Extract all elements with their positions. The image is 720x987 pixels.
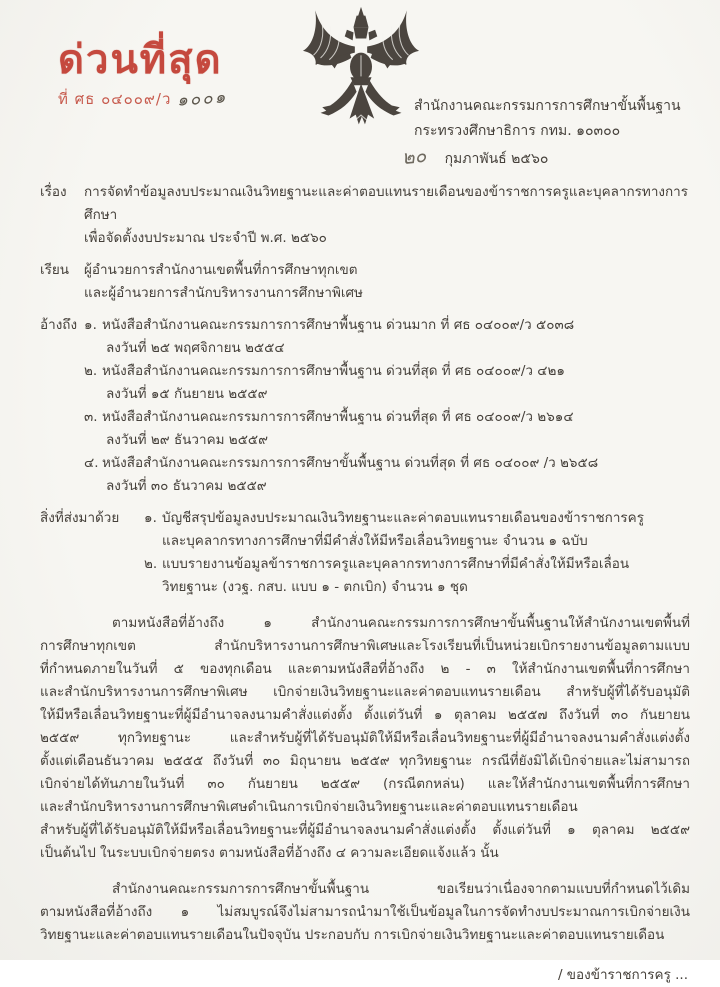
subject-line-1: การจัดทำข้อมูลงบประมาณเงินวิทยฐานะและค่าตอบแทนรายเดือนของข้าราชการครูและบุคลากรทางการศึกษา (84, 184, 689, 223)
body-line: ให้มีหรือเลื่อนวิทยฐานะที่ผู้มีอำนาจลงนามคำสั่งแต่งตั้ง ตั้งแต่วันที่ ๑ ตุลาคม ๒๕๕๗ ถึงวันที่ ๓๐ กันยายน (40, 707, 690, 723)
body-line: ตามหนังสือที่อ้างถึง ๑ ไม่สมบูรณ์จึงไม่สามารถนำมาใช้เป็นข้อมูลในการจัดทำงบประมาณการเบิกจ่ายเงิน (40, 904, 690, 920)
agency-name: สำนักงานคณะกรรมการการศึกษาขั้นพื้นฐาน (414, 98, 681, 114)
document-number-handwritten: ๑๐๐๑ (176, 87, 229, 111)
agency-address: กระทรวงศึกษาธิการ กทม. ๑๐๓๐๐ (414, 123, 621, 139)
reference-date: ลงวันที่ ๒๙ ธันวาคม ๒๕๕๙ (106, 432, 269, 448)
body-paragraph-2 (40, 878, 690, 947)
recipient-line-2: และผู้อำนวยการสำนักบริหารงานการศึกษาพิเศษ (84, 285, 363, 301)
urgency-stamp (58, 38, 228, 111)
enclosure-text-cont: และบุคลากรทางการศึกษาที่มีคำสั่งให้มีหรือเลื่อนวิทยฐานะ จำนวน ๑ ฉบับ (162, 533, 588, 549)
body-line: ที่กำหนดภายในวันที่ ๕ ของทุกเดือน และตามหนังสือที่อ้างถึง ๒ - ๓ ให้สำนักงานเขตพื้นที่การศึกษา (40, 661, 690, 677)
reference-item (84, 360, 690, 383)
body-line: และสำนักบริหารงานการศึกษาพิเศษ เบิกจ่ายเงินวิทยฐานะและค่าตอบแทนรายเดือน สำหรับผู้ที่ได้รับอนุมัติ (40, 684, 690, 700)
body-line: ๒๕๕๙ ทุกวิทยฐานะ และสำหรับผู้ที่ได้รับอนุมัติให้มีหรือเลื่อนวิทยฐานะที่ผู้มีอำนาจลงนามคำสั่งแต่งตั้ง (40, 730, 690, 746)
recipient-label: เรียน (40, 262, 70, 278)
enclosure-item (144, 553, 690, 576)
reference-number: ๑. (84, 317, 97, 333)
document-number (58, 88, 228, 111)
body-line: สำหรับผู้ที่ได้รับอนุมัติให้มีหรือเลื่อนวิทยฐานะที่ผู้มีอำนาจลงนามคำสั่งแต่งตั้ง ตั้งแต่วันที่ ๑ ตุลาคม ๒๕๕๙ (40, 822, 690, 838)
body-line: ตามหนังสือที่อ้างถึง ๑ สำนักงานคณะกรรมการการศึกษาขั้นพื้นฐานให้สำนักงานเขตพื้นที่ (112, 615, 690, 631)
reference-text: หนังสือสำนักงานคณะกรรมการการศึกษาพื้นฐาน ด่วนมาก ที่ ศธ ๐๔๐๐๙/ว ๕๐๓๘ (102, 317, 575, 333)
urgency-stamp-text: ด่วนที่สุด (58, 37, 223, 83)
body-line: ตั้งแต่เดือนธันวาคม ๒๕๕๕ ถึงวันที่ ๓๐ มิถุนายน ๒๕๕๙ ทุกวิทยฐานะ กรณีที่ยังมิได้เบิกจ่ายและไม่สามารถ (40, 753, 690, 769)
reference-item (84, 452, 690, 475)
continuation-marker: / ของข้าราชการครู ... (557, 967, 688, 983)
reference-text: หนังสือสำนักงานคณะกรรมการการศึกษาขั้นพื้นฐาน ด่วนที่สุด ที่ ศธ ๐๔๐๐๙ /ว ๒๖๕๘ (102, 455, 599, 471)
reference-number: ๔. (84, 455, 99, 471)
document-number-printed: ที่ ศธ ๐๔๐๐๙/ว (58, 90, 172, 108)
reference-date: ลงวันที่ ๓๐ ธันวาคม ๒๕๕๙ (106, 478, 267, 494)
reference-number: ๒. (84, 363, 98, 379)
recipient-row (40, 259, 690, 305)
enclosure-number: ๒. (144, 556, 158, 572)
references-list (84, 314, 690, 498)
subject-label: เรื่อง (40, 184, 67, 200)
enclosures-row (40, 507, 690, 599)
body-line: สำนักงานคณะกรรมการการศึกษาขั้นพื้นฐาน ขอเรียนว่าเนื่องจากตามแบบที่กำหนดไว้เดิม (112, 881, 690, 897)
references-label: อ้างถึง (40, 317, 78, 333)
body-line: วิทยฐานะและค่าตอบแทนรายเดือนในปัจจุบัน ประกอบกับ การเบิกจ่ายเงินวิทยฐานะและค่าตอบแทนรายเดือน (40, 927, 665, 943)
body-line: การศึกษาทุกเขต สำนักบริหารงานการศึกษาพิเศษและโรงเรียนที่เป็นหน่วยเบิกรายงานข้อมูลตามแบบ (40, 638, 690, 654)
reference-text: หนังสือสำนักงานคณะกรรมการการศึกษาพื้นฐาน ด่วนที่สุด ที่ ศธ ๐๔๐๐๙/ว ๒๖๑๔ (102, 409, 574, 425)
date-line (402, 146, 548, 171)
enclosures-label: สิ่งที่ส่งมาด้วย (40, 510, 120, 526)
enclosures-list (144, 507, 690, 599)
agency-block (414, 94, 681, 144)
handwritten-day: ๒๐ (400, 144, 428, 170)
reference-item (84, 314, 690, 337)
date-month-year: กุมภาพันธ์ ๒๕๖๐ (444, 151, 549, 167)
references-row (40, 314, 690, 498)
subject-row (40, 181, 690, 250)
reference-item (84, 406, 690, 429)
reference-number: ๓. (84, 409, 98, 425)
enclosure-number: ๑. (144, 510, 157, 526)
body-line: เบิกจ่ายได้ทันภายในวันที่ ๓๐ กันยายน ๒๕๕๙ (กรณีตกหล่น) และให้สำนักงานเขตพื้นที่การศึกษา (40, 776, 690, 792)
reference-date: ลงวันที่ ๒๕ พฤศจิกายน ๒๕๕๔ (106, 340, 285, 356)
recipient-line-1: ผู้อำนวยการสำนักงานเขตพื้นที่การศึกษาทุกเขต (84, 262, 358, 278)
enclosure-text-cont: วิทยฐานะ (งวฐ. กสบ. แบบ ๑ - ตกเบิก) จำนวน ๑ ชุด (162, 579, 468, 595)
subject-line-2: เพื่อจัดตั้งงบประมาณ ประจำปี พ.ศ. ๒๕๖๐ (84, 230, 327, 246)
body-line: และสำนักบริหารงานการศึกษาพิเศษดำเนินการเบิกจ่ายเงินวิทยฐานะและค่าตอบแทนรายเดือน (40, 799, 578, 815)
enclosure-text: บัญชีสรุปข้อมูลงบประมาณเงินวิทยฐานะและค่าตอบแทนรายเดือนของข้าราชการครู (162, 510, 644, 526)
enclosure-item (144, 507, 690, 530)
reference-date: ลงวันที่ ๑๕ กันยายน ๒๕๕๙ (106, 386, 268, 402)
recipient-text (84, 259, 690, 305)
body-line: เป็นต้นไป ในระบบเบิกจ่ายตรง ตามหนังสือที่อ้างถึง ๔ ความละเอียดแจ้งแล้ว นั้น (40, 845, 499, 861)
reference-text: หนังสือสำนักงานคณะกรรมการการศึกษาพื้นฐาน ด่วนที่สุด ที่ ศธ ๐๔๐๐๙/ว ๔๒๑ (102, 363, 565, 379)
subject-text (84, 181, 690, 250)
enclosure-text: แบบรายงานข้อมูลข้าราชการครูและบุคลากรทางการศึกษาที่มีคำสั่งให้มีหรือเลื่อน (162, 556, 630, 572)
letter-body (40, 181, 690, 987)
body-paragraph-1 (40, 612, 690, 865)
